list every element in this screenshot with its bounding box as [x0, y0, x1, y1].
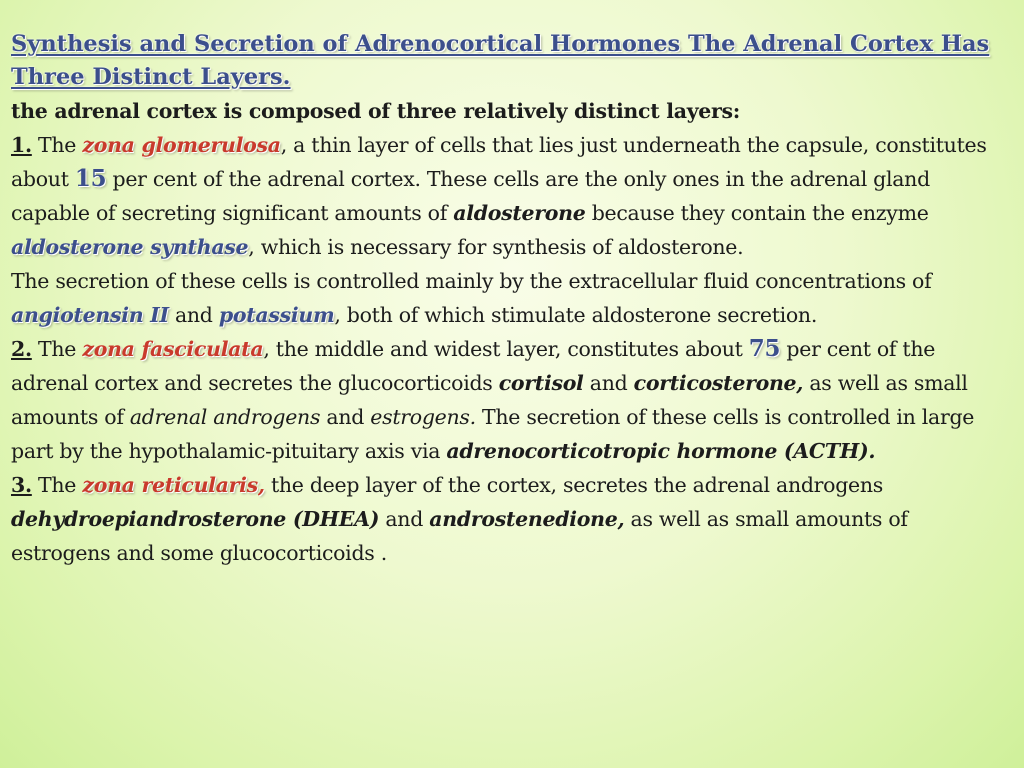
layer-3-text: as well as small amounts of estrogens and some glucocorticoids .	[11, 507, 908, 565]
layer-3-text: and	[379, 507, 430, 531]
layer-1-text: , a thin layer of cells that lies just underneath the capsule, constitutes about	[11, 133, 987, 191]
dhea-term: dehydroepiandrosterone (DHEA)	[11, 507, 380, 531]
slide-title: Synthesis and Secretion of Adrenocortical Hormones The Adrenal Cortex Has Three Distinct Layers.	[11, 31, 990, 90]
adrenal-androgens-term: adrenal androgens	[129, 405, 321, 429]
layer-1-text: The	[31, 133, 83, 157]
aldosterone-synthase-term: aldosterone synthase	[11, 235, 249, 259]
zona-reticularis: zona reticularis,	[82, 473, 265, 497]
layer-2-text: and	[583, 371, 634, 395]
layer-3-number: 3.	[11, 473, 32, 497]
angiotensin-term: angiotensin II	[11, 303, 169, 327]
potassium-term: potassium	[218, 303, 335, 327]
layer-2-text: per cent of the adrenal cortex and secretes the glucocorticoids	[11, 337, 936, 395]
androstenedione-term: androstenedione,	[429, 507, 625, 531]
estrogens-term: estrogens.	[370, 405, 476, 429]
layer-2-number: 2.	[11, 337, 32, 361]
aldosterone-term: aldosterone	[453, 201, 586, 225]
zona-glomerulosa: zona glomerulosa	[82, 133, 281, 157]
layer-2-text: The	[31, 337, 83, 361]
control-1-text: The secretion of these cells is controlled mainly by the extracellular fluid concentrations of	[11, 269, 932, 293]
slide-body	[11, 94, 1011, 570]
slide-content	[11, 28, 1011, 570]
fasciculata-percent: 75	[748, 335, 781, 362]
layer-2-text: as well as small amounts of	[11, 371, 968, 429]
acth-term: adrenocorticotropic hormone (ACTH).	[446, 439, 876, 463]
control-1-text: , both of which stimulate aldosterone secretion.	[334, 303, 818, 327]
layer-1-text: because they contain the enzyme	[585, 201, 929, 225]
corticosterone-term: corticosterone,	[633, 371, 804, 395]
layer-1-number: 1.	[11, 133, 32, 157]
layer-1-text: per cent of the adrenal cortex. These cells are the only ones in the adrenal gland capable of secreting significant amounts of	[11, 167, 930, 225]
layer-2-text: and	[320, 405, 371, 429]
glomerulosa-percent: 15	[74, 165, 107, 192]
control-1-text: and	[168, 303, 219, 327]
zona-fasciculata: zona fasciculata	[82, 337, 264, 361]
cortisol-term: cortisol	[498, 371, 584, 395]
intro-text: the adrenal cortex is composed of three relatively distinct layers:	[11, 99, 741, 123]
layer-3-text: The	[31, 473, 83, 497]
layer-2-text: The secretion of these cells is controlled in large part by the hypothalamic-pituitary axis via	[11, 405, 975, 463]
layer-1-text: , which is necessary for synthesis of aldosterone.	[248, 235, 744, 259]
layer-2-text: , the middle and widest layer, constitutes about	[263, 337, 749, 361]
layer-3-text: the deep layer of the cortex, secretes the adrenal androgens	[264, 473, 883, 497]
